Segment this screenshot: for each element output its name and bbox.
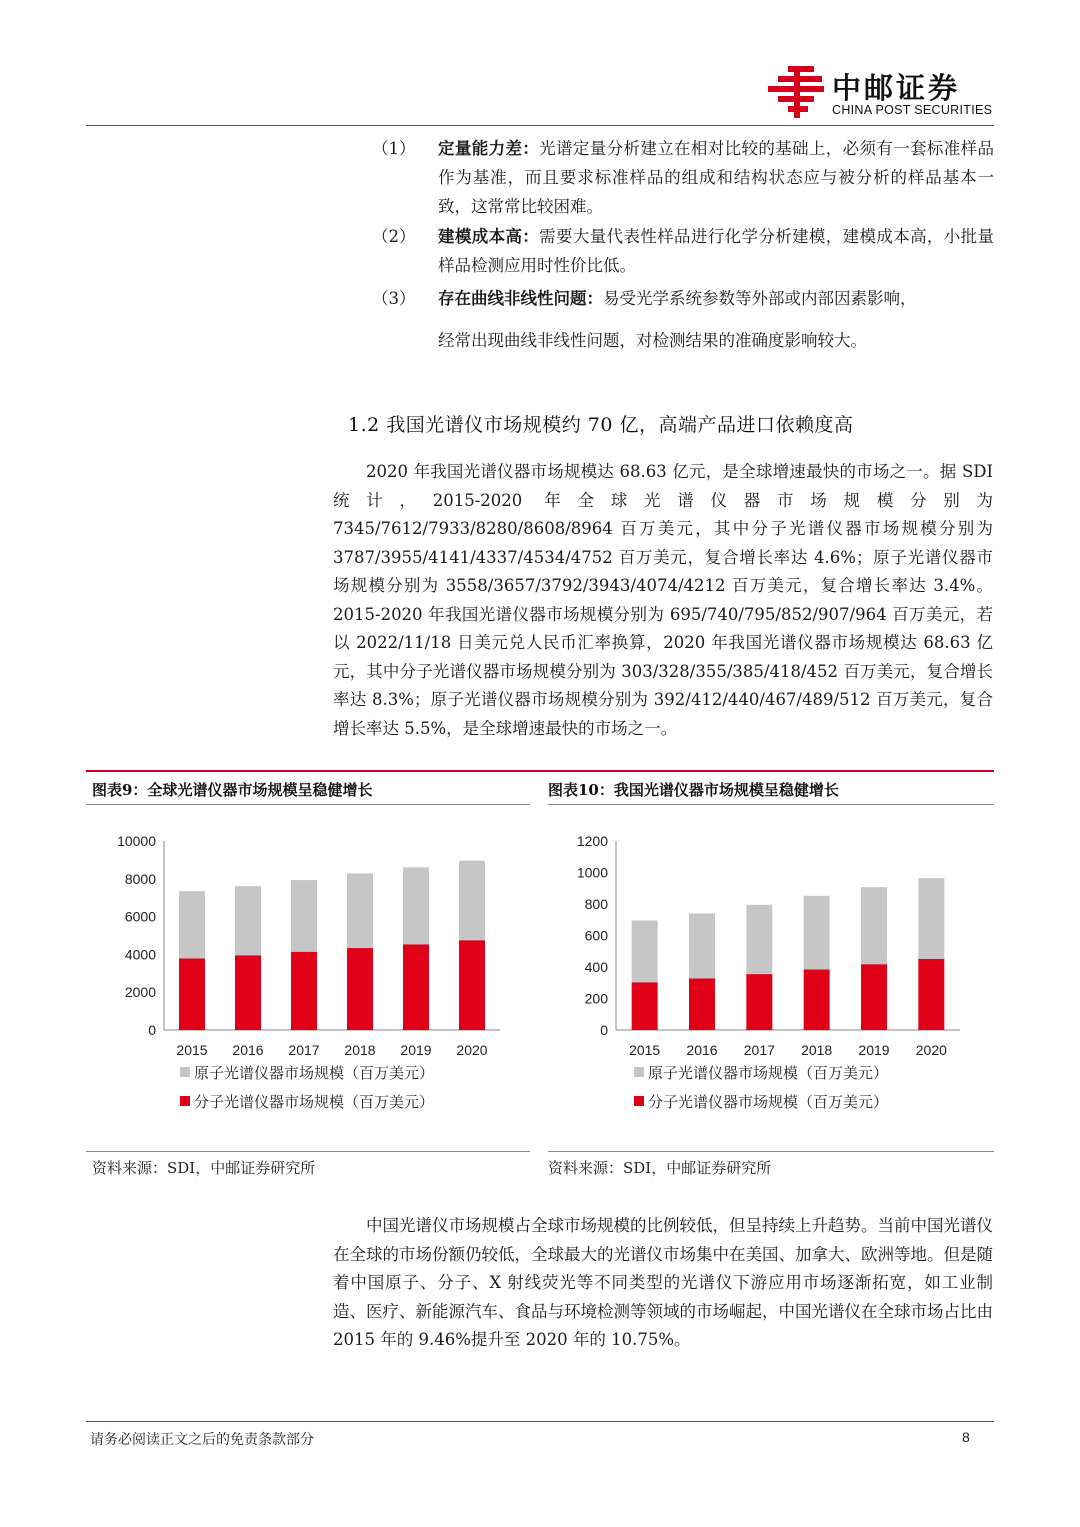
bar-atomic-2015 xyxy=(632,921,658,983)
figure-9-title: 图表9：全球光谱仪器市场规模呈稳健增长 xyxy=(92,781,373,799)
bar-atomic-2017 xyxy=(746,905,772,974)
bar-molecular-2019 xyxy=(861,964,887,1030)
x-tick-label: 2017 xyxy=(288,1042,320,1058)
page-number: 8 xyxy=(962,1429,970,1445)
bar-atomic-2020 xyxy=(918,878,944,959)
disclaimer-note: 请务必阅读正文之后的免责条款部分 xyxy=(90,1432,314,1448)
bar-molecular-2015 xyxy=(632,982,658,1030)
bar-atomic-2018 xyxy=(804,896,830,970)
logo-chinese-name: 中邮证券 xyxy=(832,71,961,105)
bar-molecular-2017 xyxy=(746,974,772,1030)
figure-10-title: 图表10：我国光谱仪器市场规模呈稳健增长 xyxy=(548,781,839,799)
bar-atomic-2015 xyxy=(179,891,205,958)
body-paragraph-2 xyxy=(333,1212,993,1355)
bar-molecular-2018 xyxy=(804,969,830,1030)
y-tick-label: 400 xyxy=(584,959,608,975)
header-divider xyxy=(86,125,994,126)
x-tick-label: 2020 xyxy=(456,1042,488,1058)
section-heading: 1.2 我国光谱仪市场规模约 70 亿，高端产品进口依赖度高 xyxy=(348,414,854,436)
legend-label: 分子光谱仪器市场规模（百万美元） xyxy=(648,1094,889,1111)
list-keyword: 定量能力差： xyxy=(438,139,540,158)
list-text: 经常出现曲线非线性问题，对检测结果的准确度影响较大。 xyxy=(438,331,867,350)
legend-label: 分子光谱仪器市场规模（百万美元） xyxy=(194,1094,435,1111)
body-paragraph-1 xyxy=(333,458,993,743)
y-tick-label: 8000 xyxy=(124,870,156,887)
list-item-1 xyxy=(372,134,992,224)
y-tick-label: 2000 xyxy=(124,984,156,1001)
y-tick-label: 6000 xyxy=(124,908,156,925)
list-keyword: 存在曲线非线性问题： xyxy=(438,289,603,308)
figure-10-title-rule xyxy=(548,804,994,805)
china-post-logo-icon xyxy=(766,64,828,120)
legend-label: 原子光谱仪器市场规模（百万美元） xyxy=(194,1065,435,1082)
bar-molecular-2020 xyxy=(918,959,944,1030)
list-number: （1） xyxy=(372,139,416,158)
list-item-2 xyxy=(372,222,992,282)
y-tick-label: 600 xyxy=(584,927,608,944)
list-item-3 xyxy=(372,284,992,314)
x-tick-label: 2018 xyxy=(344,1042,376,1058)
bar-atomic-2016 xyxy=(689,913,715,978)
bar-molecular-2017 xyxy=(291,952,317,1030)
bar-molecular-2016 xyxy=(235,955,261,1030)
bar-molecular-2015 xyxy=(179,958,205,1030)
figure-10-source-rule xyxy=(548,1151,994,1152)
y-tick-label: 800 xyxy=(584,896,608,912)
x-tick-label: 2020 xyxy=(915,1042,947,1058)
logo-english-name: CHINA POST SECURITIES xyxy=(832,103,993,117)
bar-atomic-2018 xyxy=(347,874,373,949)
x-tick-label: 2019 xyxy=(858,1042,890,1058)
legend-swatch xyxy=(180,1067,190,1077)
list-text: 易受光学系统参数等外部或内部因素影响， xyxy=(603,289,917,308)
y-tick-label: 0 xyxy=(600,1022,608,1038)
figure-9-source: 资料来源：SDI，中邮证券研究所 xyxy=(92,1159,316,1177)
bar-molecular-2020 xyxy=(459,940,485,1030)
list-text: 需要大量代表性样品进行化学分析建模，建模成本高，小批量样品检测应用时性价比低。 xyxy=(438,227,994,275)
bar-atomic-2019 xyxy=(861,887,887,964)
figure-9-source-rule xyxy=(86,1151,530,1152)
y-tick-label: 200 xyxy=(584,990,608,1007)
list-text: 光谱定量分析建立在相对比较的基础上，必须有一套标准样品作为基准，而且要求标准样品的组成和结构状态应与被分析的样品基本一致，这常常比较困难。 xyxy=(438,139,994,216)
list-item-3-continued xyxy=(372,326,992,356)
company-logo xyxy=(766,64,996,120)
paragraph-text: 中国光谱仪市场规模占全球市场规模的比例较低，但呈持续上升趋势。当前中国光谱仪在全球的市场份额仍较低，全球最大的光谱仪市场集中在美国、加拿大、欧洲等地。但是随着中国原子、分子、X 射线荧光等不同类型的光谱仪下游应用市场逐渐拓宽，如工业制造、医疗、新能源汽车、食品与环境检测等领域的市场崛起，中国光谱仪在全球市场占比由 2015 年的 9.46%提升至 2020 年的 10.75%。 xyxy=(333,1216,993,1349)
x-tick-label: 2019 xyxy=(400,1042,432,1058)
legend-swatch xyxy=(180,1096,190,1106)
footer-divider xyxy=(86,1421,994,1422)
figure-10-chart xyxy=(548,820,994,1145)
y-tick-label: 10000 xyxy=(117,833,156,849)
y-tick-label: 4000 xyxy=(124,946,156,963)
list-keyword: 建模成本高： xyxy=(438,227,540,246)
y-tick-label: 1200 xyxy=(576,833,608,849)
bar-molecular-2019 xyxy=(403,944,429,1030)
x-tick-label: 2016 xyxy=(232,1042,264,1058)
y-tick-label: 0 xyxy=(148,1022,156,1038)
list-number: （3） xyxy=(372,289,416,308)
paragraph-text: 2020 年我国光谱仪器市场规模达 68.63 亿元，是全球增速最快的市场之一。据 SDI 统计，2015-2020 年全球光谱仪器市场规模分别为 7345/7612/7933/8280/8608/8964 百万美元，其中分子光谱仪器市场规模分别为 3787/3955/4141/4337/4534/4752 百万美元，复合增长率达 4.6%；原子光谱仪器市场规模分别为 3558/3657/3792/3943/4074/4212 百万美元，复合增长率达 3.4%。2015-2020 年我国光谱仪器市场规模分别为 695/740/795/852/907/964 百万美元，若以 2022/11/18 日美元兑人民币汇率换算，2020 年我国光谱仪器市场规模达 68.63 亿元，其中分子光谱仪器市场规模分别为 303/328/355/385/418/452 百万美元，复合增长率达 8.3%；原子光谱仪器市场规模分别为 392/412/440/467/489/512 百万美元，复合增长率达 5.5%，是全球增速最快的市场之一。 xyxy=(333,462,993,738)
figure-9-chart xyxy=(86,820,530,1145)
bar-molecular-2016 xyxy=(689,978,715,1030)
y-tick-label: 1000 xyxy=(576,864,608,881)
figures-top-rule xyxy=(86,770,994,772)
bar-molecular-2018 xyxy=(347,948,373,1030)
x-tick-label: 2016 xyxy=(686,1042,718,1058)
legend-swatch xyxy=(634,1096,644,1106)
bar-atomic-2016 xyxy=(235,886,261,955)
bar-atomic-2017 xyxy=(291,880,317,952)
bar-atomic-2020 xyxy=(459,861,485,941)
legend-swatch xyxy=(634,1067,644,1077)
x-tick-label: 2018 xyxy=(801,1042,833,1058)
list-number: （2） xyxy=(372,227,416,246)
x-tick-label: 2015 xyxy=(176,1042,208,1058)
x-tick-label: 2015 xyxy=(629,1042,661,1058)
x-tick-label: 2017 xyxy=(743,1042,775,1058)
figure-10-source: 资料来源：SDI，中邮证券研究所 xyxy=(548,1159,772,1177)
figure-9-title-rule xyxy=(86,804,530,805)
legend-label: 原子光谱仪器市场规模（百万美元） xyxy=(648,1065,889,1082)
bar-atomic-2019 xyxy=(403,867,429,944)
